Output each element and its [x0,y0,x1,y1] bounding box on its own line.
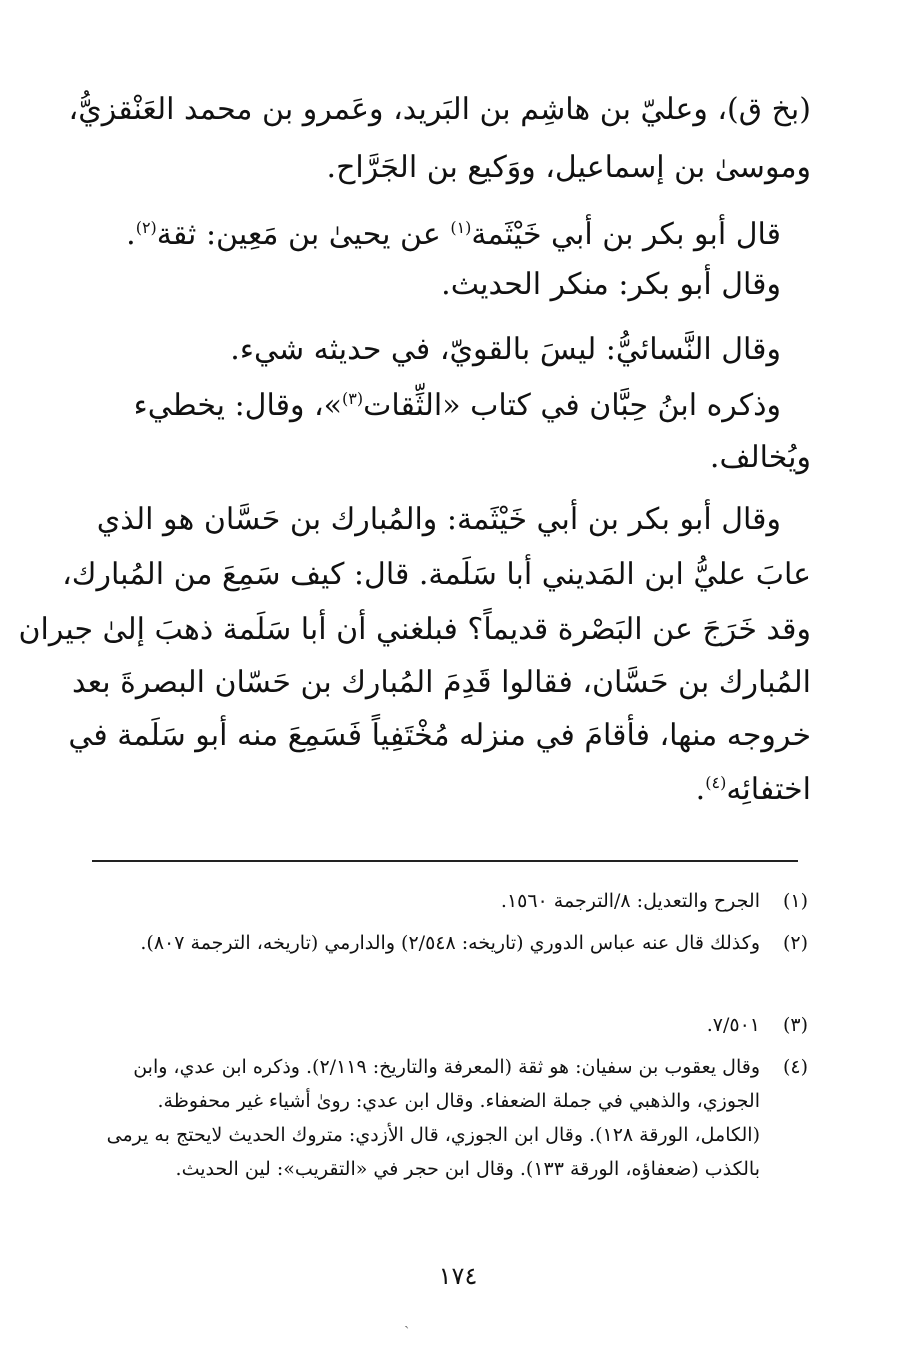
footnote-1 [96,884,806,918]
footnote-number: (٣) [782,1014,808,1036]
scan-mark: ˎ [404,1310,410,1329]
footnote-text: وقال يعقوب بن سفيان: هو ثقة (المعرفة والتاريخ: ٢/١١٩). وذكره ابن عدي، وابن الجوزي، والذهبي في جملة الضعفاء. وقال ابن عدي: روىٰ أشياء غير محفوظة. (الكامل، الورقة ١٢٨). وقال ابن الجوزي، قال الأزدي: متروك الحديث لايحتج به يرمى بالكذب (ضعفاؤه، الورقة ١٣٣). وقال ابن حجر في «التقريب»: لين الحديث. [106,1056,760,1180]
main-line-10: وقد خَرَجَ عن البَصْرة قديماً؟ فبلغني أن أبا سَلَمة ذهبَ إلىٰ جيران [18,612,811,647]
text-segment: اختفائِه [726,772,811,807]
main-line-11: المُبارك بن حَسَّان، فقالوا قَدِمَ المُبارك بن حَسّان البصرةَ بعد [72,665,811,700]
text-segment: »، وقال: يخطيء [133,388,343,423]
footnote-number: (٢) [782,932,808,954]
footnote-2 [96,926,806,960]
main-line-12: خروجه منها، فأقامَ في منزله مُخْتَفِياً فَسَمِعَ منه أبو سَلَمة في [68,718,811,753]
main-line-6 [134,386,781,426]
footnote-4 [96,1050,806,1186]
main-line-4: وقال أبو بكر: منكر الحديث. [441,267,781,302]
main-line-3 [126,215,781,255]
footnote-ref-1[interactable]: (١) [450,218,472,237]
footnote-text: وكذلك قال عنه عباس الدوري (تاريخه: ٢/٥٤٨) والدارمي (تاريخه، الترجمة ٨٠٧). [140,932,760,954]
text-segment: وذكره ابنُ حِبَّان في كتاب «الثِّقات [363,388,781,423]
main-line-1: (بخ ق)، وعليّ بن هاشِم بن البَريد، وعَمرو بن محمد العَنْقزيُّ، [68,92,811,127]
main-line-2: وموسىٰ بن إسماعيل، ووَكيع بن الجَرَّاح. [326,150,811,185]
footnote-number: (٤) [782,1056,808,1078]
footnote-text: ٧/٥٠١. [706,1014,760,1036]
text-segment: قال أبو بكر بن أبي خَيْثَمة [471,217,781,252]
footnote-ref-4[interactable]: (٤) [705,773,727,792]
footnote-3 [96,1008,806,1042]
main-line-7: ويُخالف. [709,440,811,475]
footnote-number: (١) [782,890,808,912]
footnote-ref-2[interactable]: (٢) [135,218,157,237]
main-line-8: وقال أبو بكر بن أبي خَيْثَمة: والمُبارك بن حَسَّان هو الذي [96,502,781,537]
footnote-separator [92,860,798,862]
page-number: ١٧٤ [438,1262,478,1290]
main-line-13 [696,770,811,810]
text-segment: عن يحيىٰ بن مَعِين: ثقة [156,217,451,252]
footnote-text: الجرح والتعديل: ٨/الترجمة ١٥٦٠. [500,890,760,912]
footnote-ref-3[interactable]: (٣) [342,389,364,408]
main-line-9: عابَ عليُّ ابن المَديني أبا سَلَمة. قال: كيف سَمِعَ من المُبارك، [62,557,811,592]
text-segment: . [695,772,706,807]
main-line-5: وقال النَّسائيُّ: ليسَ بالقويّ، في حديثه شيء. [230,332,781,367]
text-segment: . [126,217,136,252]
